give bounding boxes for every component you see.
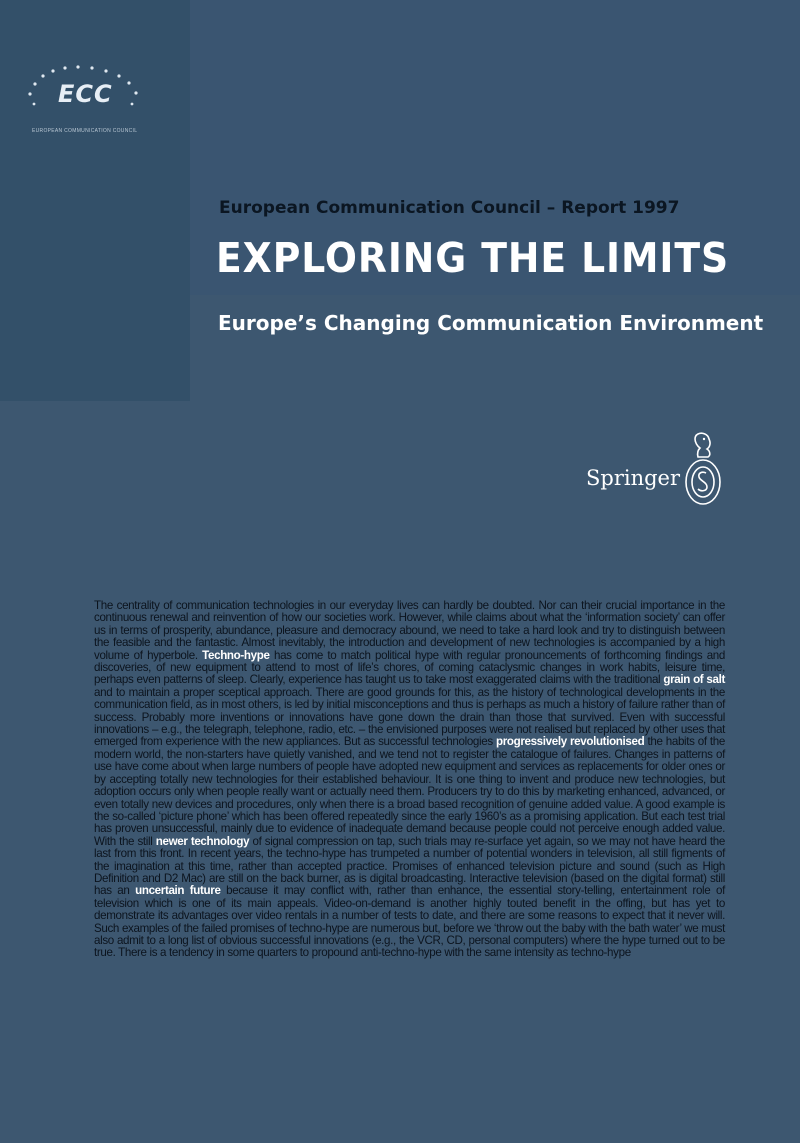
- book-subtitle: Europe’s Changing Communication Environment: [218, 311, 764, 335]
- highlighted-phrase: uncertain future: [135, 884, 221, 898]
- highlighted-phrase: progressively revolutionised: [495, 735, 645, 749]
- logo-text: ECC: [58, 80, 113, 108]
- springer-knight-icon: [680, 430, 726, 510]
- body-text-segment: has come to match political hype with regular pronouncements of forthcoming findings and discoveries, of new equipment to attend to most of life’s chores, of coming cataclysmic changes in work habits, leisure time, perhaps even patterns of sleep. Clearly, experience has taught us to take most exaggerated claims with the traditional: [94, 648, 726, 687]
- highlighted-phrase: grain of salt: [663, 673, 725, 687]
- book-title: EXPLORING THE LIMITS: [216, 234, 730, 282]
- body-paragraph: [94, 600, 725, 960]
- body-text-segment: because it may conflict with, rather than enhance, the essential story-telling, entertainment role of television which is one of its main appeals. Video-on-demand is another highly touted benefit in the offing, but has yet to demonstrate its advantages over video rentals in a number of tests to date, and there are some reasons to expect that it never will. Such examples of the failed promises of techno-hype are numerous but, before we ‘throw out the baby with the bath water’ we must also admit to a long list of obvious successful innovations (e.g., the VCR, CD, personal computers) where the hype turned out to be true. There is a tendency in some quarters to propound anti-techno-hype with the same intensity as techno-hype: [94, 884, 725, 960]
- highlighted-phrase: Techno-hype: [202, 648, 270, 662]
- corner-block: [0, 0, 190, 401]
- publisher-name: Springer: [586, 466, 681, 490]
- highlighted-phrase: newer technology: [155, 834, 250, 848]
- ecc-logo: [22, 62, 152, 142]
- report-subtitle: European Communication Council – Report 1997: [219, 198, 680, 218]
- body-text-segment: and to maintain a proper sceptical approach. There are good grounds for this, as the history of technological developments in the communication field, as in most others, is led by initial misconceptions and thus is perhaps as much a history of failure rather than of success. Probably more inventions or innovations have gone down the drain than those that survived. Even with successful innovations – e.g., the telegraph, telephone, radio, etc. – the envisioned purposes were not realised but replaced by other uses that emerged from experience with the new appliances. But as successful technologies: [94, 685, 725, 749]
- logo-subtext: EUROPEAN COMMUNICATION COUNCIL: [32, 128, 138, 134]
- body-text-segment: The centrality of communication technologies in our everyday lives can hardly be doubted. Nor can their crucial importance in the continuous renewal and reinvention of how our societies work. However, while claims about what the ‘information society’ can offer us in terms of prosperity, abundance, pleasure and democracy abound, we need to take a hard look and try to distinguish between the feasible and the fantastic. Almost inevitably, the introduction and development of new technologies is accompanied by a high volume of hyperbole.: [94, 599, 725, 662]
- body-text-segment: of signal compression on tap, such trials may re-surface yet again, so we may not have heard the last from this front. In recent years, the techno-hype has trumpeted a number of potential wonders in television, all still figments of the imagination at this time, rather than accepted practice. Promises of enhanced television picture and sound (such as High Definition and D2 Mac) are still on the back burner, as is digital broadcasting. Interactive television (based on the digital format) still has an: [94, 834, 726, 898]
- body-text-segment: the habits of the modern world, the non-starters have quietly vanished, and we tend not to register the catalogue of failures. Changes in patterns of use have come about when large numbers of people have adopted new equipment and services as replacements for older ones or by accepting totally new technologies for their established behaviour. It is one thing to invent and produce new technologies, but adoption occurs only when people really want or actually need them. Producers try to do this by marketing enhanced, advanced, or even totally new devices and procedures, only when there is a broad based recognition of genuine added value. A good example is the so-called ‘picture phone’ which has been offered repeatedly since the early 1960’s as a promising application. But each test trial has proven unsuccessful, mainly due to evidence of inadequate demand because people could not perceive enough added value. With the still: [94, 735, 725, 848]
